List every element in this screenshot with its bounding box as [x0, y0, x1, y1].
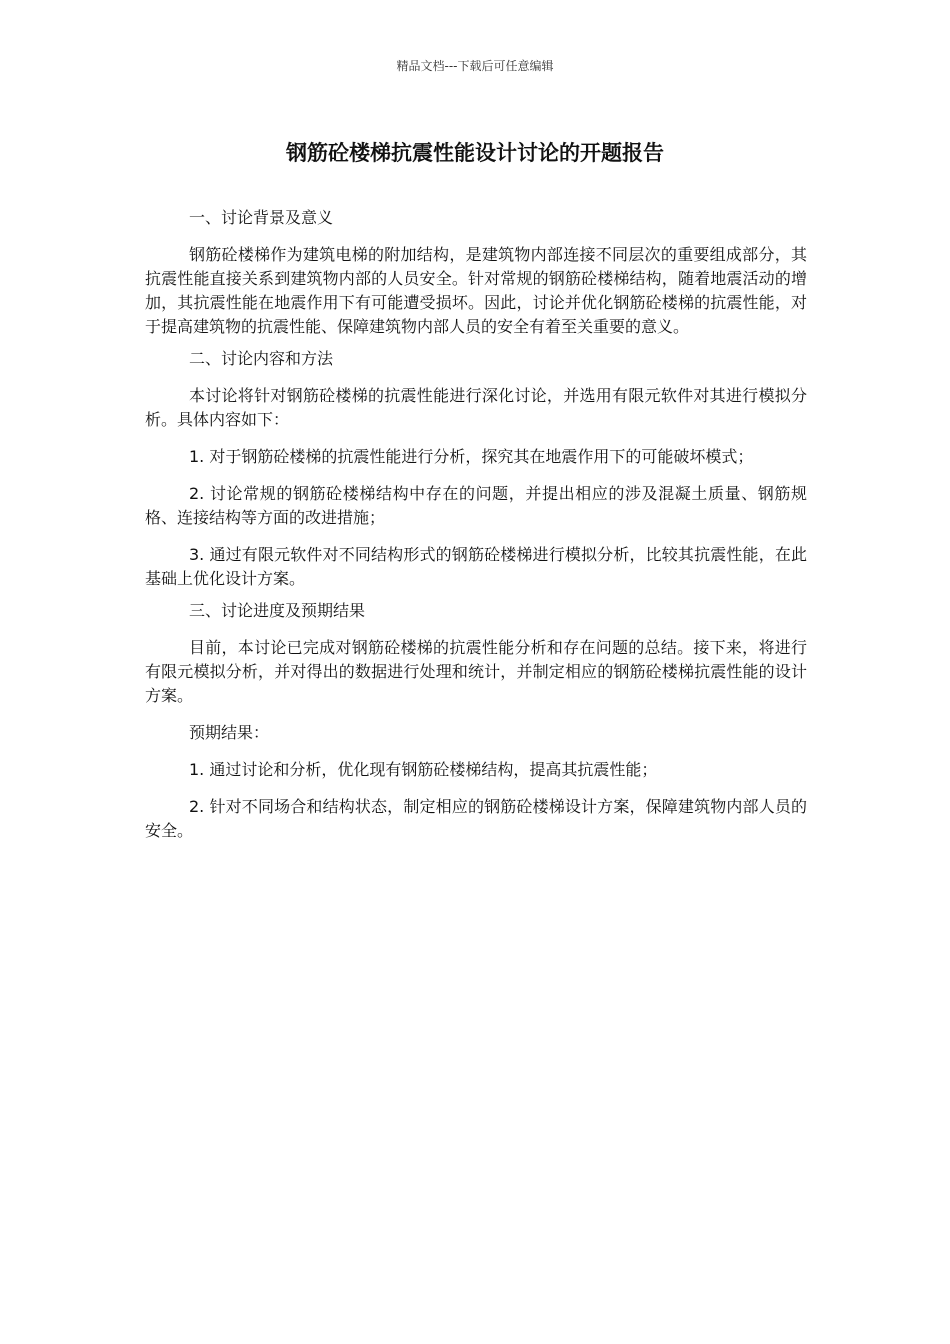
section-2-heading: 二、讨论内容和方法: [189, 349, 334, 368]
section-3-heading: 三、讨论进度及预期结果: [189, 601, 366, 620]
section-2-paragraph: 本讨论将针对钢筋砼楼梯的抗震性能进行深化讨论，并选用有限元软件对其进行模拟分析。具体内容如下：: [145, 386, 807, 429]
section-3-paragraph: 目前，本讨论已完成对钢筋砼楼梯的抗震性能分析和存在问题的总结。接下来，将进行有限元模拟分析，并对得出的数据进行处理和统计，并制定相应的钢筋砼楼梯抗震性能的设计方案。: [145, 638, 807, 705]
section-1-paragraph: 钢筋砼楼梯作为建筑电梯的附加结构，是建筑物内部连接不同层次的重要组成部分，其抗震性能直接关系到建筑物内部的人员安全。针对常规的钢筋砼楼梯结构，随着地震活动的增加，其抗震性能在地震作用下有可能遭受损坏。因此，讨论并优化钢筋砼楼梯的抗震性能，对于提高建筑物的抗震性能、保障建筑物内部人员的安全有着至关重要的意义。: [145, 245, 807, 336]
section-1-heading: 一、讨论背景及意义: [189, 208, 334, 227]
expected-results-label: 预期结果：: [189, 723, 270, 742]
section-2-item-2: 2. 讨论常规的钢筋砼楼梯结构中存在的问题，并提出相应的涉及混凝土质量、钢筋规格、连接结构等方面的改进措施；: [145, 484, 807, 527]
section-3-item-2: 2. 针对不同场合和结构状态，制定相应的钢筋砼楼梯设计方案，保障建筑物内部人员的安全。: [145, 797, 807, 840]
section-2-item-3: 3. 通过有限元软件对不同结构形式的钢筋砼楼梯进行模拟分析，比较其抗震性能，在此基础上优化设计方案。: [145, 545, 807, 588]
document-title: 钢筋砼楼梯抗震性能设计讨论的开题报告: [286, 141, 664, 165]
document-body: [145, 206, 807, 843]
section-3-item-1: 1. 通过讨论和分析，优化现有钢筋砼楼梯结构，提高其抗震性能；: [189, 760, 658, 779]
section-2-item-1: 1. 对于钢筋砼楼梯的抗震性能进行分析，探究其在地震作用下的可能破坏模式；: [189, 447, 754, 466]
header-note: 精品文档---下载后可任意编辑: [396, 59, 554, 73]
